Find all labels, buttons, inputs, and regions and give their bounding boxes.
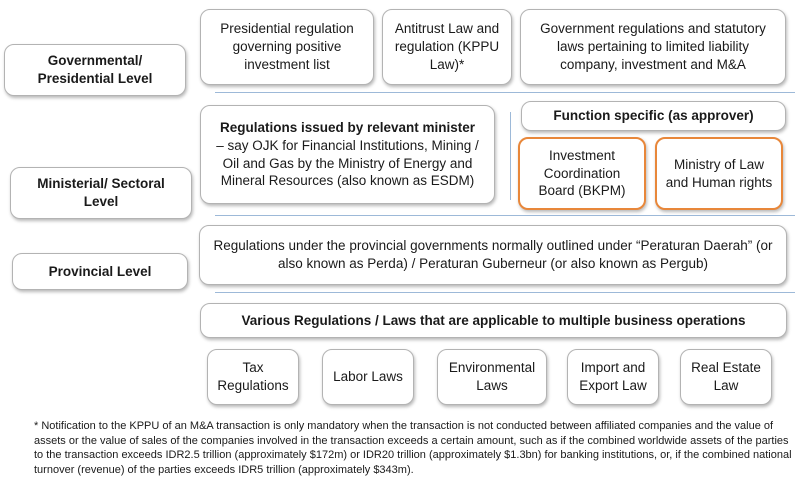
- import-export-law-box: Import and Export Law: [567, 349, 659, 405]
- relevant-minister-title: Regulations issued by relevant minister: [219, 119, 476, 135]
- provincial-separator: [215, 292, 795, 293]
- environmental-laws-box: Environmental Laws: [437, 349, 547, 405]
- labor-laws-box: Labor Laws: [322, 349, 414, 405]
- ministerial-level-label: Ministerial/ Sectoral Level: [10, 167, 192, 219]
- kppu-footnote: * Notification to the KPPU of an M&A transaction is only mandatory when the transaction is not conducted between affiliated companies and the value of assets or the value of sales of the companies involved in the transaction exceeds a certain amount, such as if the combined worldwide assets of the parties to the transaction exceeds IDR2.5 trillion (approximately $172m) or IDR20 trillion (approximately $1.3bn) for banking institutions, or, if the combined national turnover (revenue) of the parties exceeds IDR5 trillion (approximately $343m).: [34, 420, 792, 476]
- governmental-level-label: Governmental/ Presidential Level: [4, 44, 186, 96]
- tax-regulations-box: Tax Regulations: [207, 349, 299, 405]
- relevant-minister-body: – say OJK for Financial Institutions, Mining / Oil and Gas by the Ministry of Energy and Mineral Resources (also known as ESDM): [216, 137, 479, 189]
- provincial-regulations-box: Regulations under the provincial governments normally outlined under “Peraturan Daerah” (or also known as Perda) / Peraturan Guberneur (or also known as Pergub): [199, 225, 787, 285]
- provincial-level-label: Provincial Level: [12, 253, 188, 290]
- ministerial-divider: [510, 112, 511, 200]
- presidential-regulation-box: Presidential regulation governing positive investment list: [200, 9, 374, 85]
- function-specific-box: Function specific (as approver): [521, 101, 786, 131]
- ministerial-separator: [215, 215, 795, 216]
- ministry-law-box: Ministry of Law and Human rights: [655, 137, 783, 210]
- government-regulations-box: Government regulations and statutory laws pertaining to limited liability company, investment and M&A: [520, 9, 786, 85]
- relevant-minister-box: [200, 105, 495, 204]
- antitrust-law-box: Antitrust Law and regulation (KPPU Law)*: [382, 9, 512, 85]
- various-regulations-title: Various Regulations / Laws that are applicable to multiple business operations: [200, 303, 787, 338]
- bkpm-box: Investment Coordination Board (BKPM): [518, 137, 646, 210]
- real-estate-law-box: Real Estate Law: [680, 349, 772, 405]
- governmental-separator: [215, 92, 795, 93]
